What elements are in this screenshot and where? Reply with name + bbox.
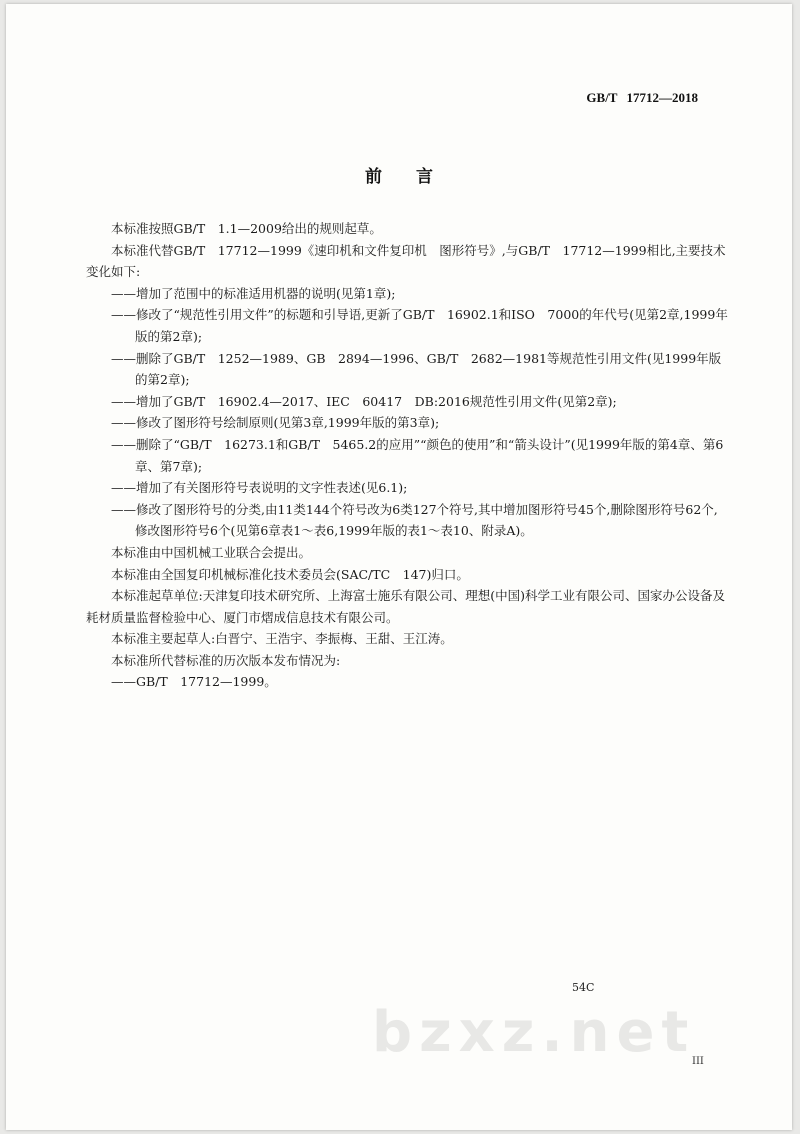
paragraph-history-item: ——GB/T 17712—1999。: [111, 674, 277, 690]
document-body: [86, 218, 729, 693]
paragraph-proposer: 本标准由中国机械工业联合会提出。: [111, 544, 312, 560]
change-item: ——增加了有关图形符号表说明的文字性表述(见6.1);: [111, 480, 408, 496]
paragraph-drafting-rule: 本标准按照GB/T 1.1—2009给出的规则起草。: [111, 221, 382, 236]
change-item: ——增加了范围中的标准适用机器的说明(见第1章);: [111, 285, 396, 301]
page-title: 前言: [365, 167, 467, 187]
change-item: ——删除了GB/T 1252—1989、GB 2894—1996、GB/T 2682—1981等规范性引用文件(见1999年版的第2章);: [111, 350, 722, 388]
paragraph-history: 本标准所代替标准的历次版本发布情况为:: [111, 652, 341, 668]
document-page: [6, 4, 792, 1130]
footer-code: 54C: [572, 981, 595, 994]
page-number: III: [692, 1056, 704, 1067]
change-item: ——增加了GB/T 16902.4—2017、IEC 60417 DB:2016规范性引用文件(见第2章);: [111, 393, 617, 409]
change-item: ——修改了图形符号的分类,由11类144个符号改为6类127个符号,其中增加图形符号45个,删除图形符号62个,修改图形符号6个(见第6章表1～表6,1999年版的表1～表10、附录A)。: [111, 501, 718, 539]
paragraph-replaces: 本标准代替GB/T 17712—1999《速印机和文件复印机 图形符号》,与GB/T 17712—1999相比,主要技术变化如下:: [86, 242, 726, 280]
paragraph-drafting-units: 本标准起草单位:天津复印技术研究所、上海富士施乐有限公司、理想(中国)科学工业有限公司、国家办公设备及耗材质量监督检验中心、厦门市熠成信息技术有限公司。: [86, 588, 725, 625]
change-item: ——修改了图形符号绘制原则(见第3章,1999年版的第3章);: [111, 415, 440, 431]
paragraph-drafters: 本标准主要起草人:白晋宁、王浩宇、李振梅、王甜、王江涛。: [111, 631, 453, 647]
change-item: ——修改了“规范性引用文件”的标题和引导语,更新了GB/T 16902.1和ISO 7000的年代号(见第2章,1999年版的第2章);: [111, 307, 728, 344]
standard-number-header: GB/T 17712—2018: [586, 90, 698, 105]
paragraph-committee: 本标准由全国复印机械标准化技术委员会(SAC/TC 147)归口。: [111, 566, 469, 582]
watermark: bzxz.net: [372, 1000, 696, 1065]
change-item: ——删除了“GB/T 16273.1和GB/T 5465.2的应用”“颜色的使用”和“箭头设计”(见1999年版的第4章、第6章、第7章);: [111, 436, 724, 474]
